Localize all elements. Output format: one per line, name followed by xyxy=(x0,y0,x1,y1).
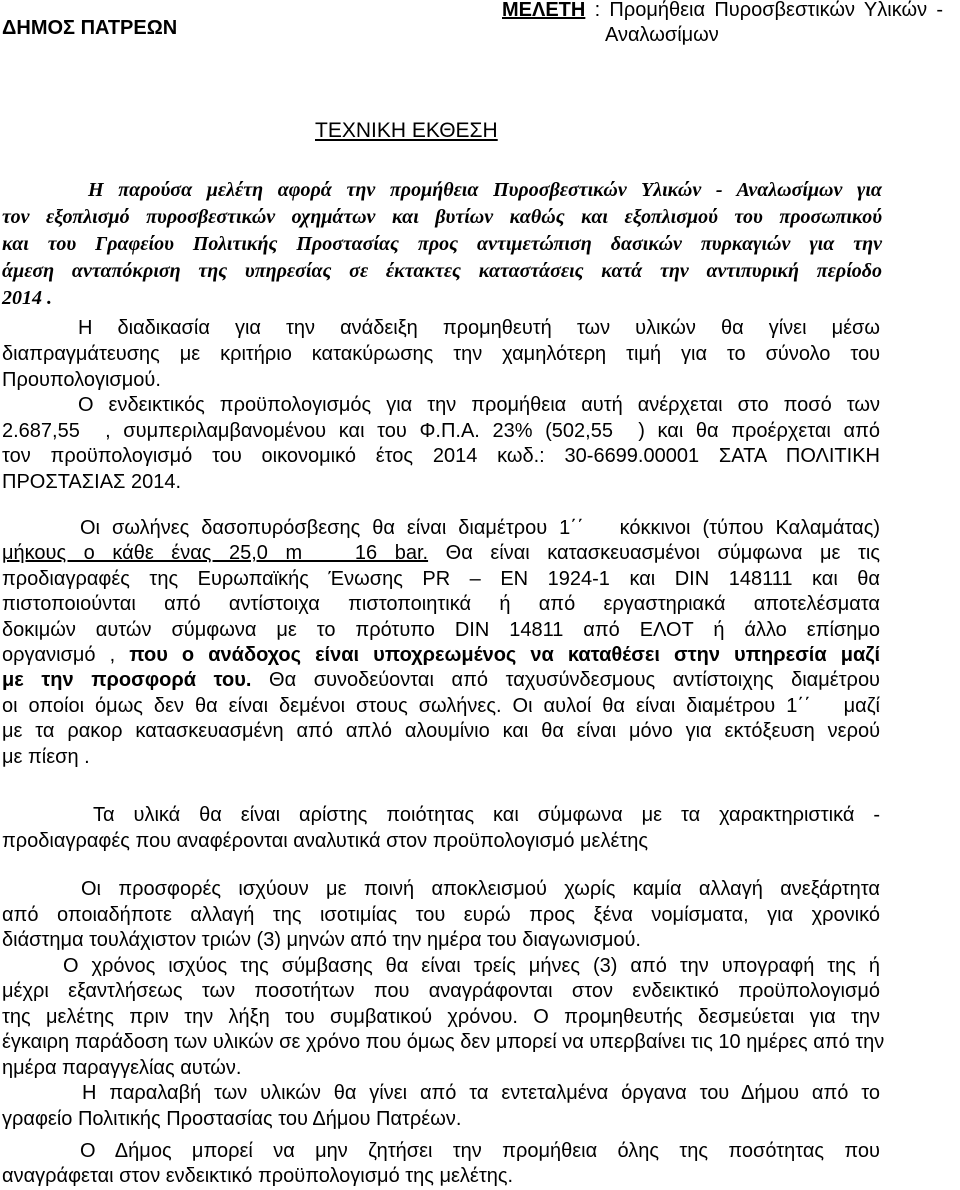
text-line: προδιαγραφές που αναφέρονται αναλυτικά στον προϋπολογισμό μελέτης xyxy=(2,830,649,852)
text-line: γραφείο Πολιτικής Προστασίας του Δήμου Πατρέων. xyxy=(2,1107,462,1130)
paragraph-budget xyxy=(2,393,880,495)
text-line: άμεση ανταπόκριση της υπηρεσίας σε έκτακτες καταστάσεις κατά την αντιπυρική περίοδο xyxy=(2,259,882,282)
text-line: διάστημα τουλάχιστον τριών (3) μηνών από την ημέρα του διαγωνισμού. xyxy=(2,929,641,951)
paragraph-hoses xyxy=(2,516,880,770)
text-line: Η διαδικασία για την ανάδειξη προμηθευτή των υλικών θα γίνει μέσω xyxy=(78,317,880,339)
organization-name: ΔΗΜΟΣ ΠΑΤΡΕΩΝ xyxy=(2,17,178,39)
text-line: Ο χρόνος ισχύος της σύμβασης θα είναι τρείς μήνες (3) από την υπογραφή της ή xyxy=(63,955,880,977)
paragraph-materials xyxy=(2,802,880,854)
text-line xyxy=(2,643,880,668)
text-line: αναγράφεται στον ενδεικτικό προϋπολογισμό της μελέτης. xyxy=(2,1165,514,1187)
text-line: Οι σωλήνες δασοπυρόσβεσης θα είναι διαμέτρου 1΄΄ κόκκινοι (τύπου Καλαμάτας) xyxy=(80,517,880,539)
paragraph-quantity xyxy=(2,1139,880,1190)
text-line: Τα υλικά θα είναι αρίστης ποιότητας και σύμφωνα με τα χαρακτηριστικά - xyxy=(93,804,880,826)
text-line: τον προϋπολογισμό του οικονομικό έτος 2014 κωδ.: 30-6699.00001 ΣΑΤΑ ΠΟΛΙΤΙΚΗ xyxy=(2,445,880,467)
hose-length-text: μήκους ο κάθε ένας 25,0 m 16 bar. xyxy=(2,542,429,565)
text-line: δοκιμών αυτών σύμφωνα με το πρότυπο DIN 14811 από ΕΛΟΤ ή άλλο επίσημο xyxy=(2,618,880,641)
text-line: προδιαγραφές της Ευρωπαϊκής Ένωσης PR – EN 1924-1 και DIN 148111 και θα xyxy=(2,567,880,590)
text-line: και του Γραφείου Πολιτικής Προστασίας προς αντιμετώπιση δασικών πυρκαγιών για την xyxy=(2,232,882,255)
text-line: ΠΡΟΣΤΑΣΙΑΣ 2014. xyxy=(2,470,182,493)
text-line: ημέρα παραγγελίας αυτών. xyxy=(2,1056,242,1079)
text-line: τον εξοπλισμό πυροσβεστικών οχημάτων και βυτίων καθώς και εξοπλισμού του προσωπικού xyxy=(2,205,882,228)
page-title: ΤΕΧΝΙΚΗ ΕΚΘΕΣΗ xyxy=(315,119,498,142)
text-line: μέχρι εξαντλήσεως των ποσοτήτων που αναγράφονται στον ενδεικτικό προϋπολογισμό xyxy=(2,980,880,1003)
text-line: έγκαιρη παράδοση των υλικών σε χρόνο που όμως δεν μπορεί να υπερβαίνει τις 10 ημέρες από την xyxy=(2,1031,885,1054)
text-line: Η παρούσα μελέτη αφορά την προμήθεια Πυροσβεστικών Υλικών - Αναλωσίμων για xyxy=(88,178,882,201)
text-line: Ο Δήμος μπορεί να μην ζητήσει την προμήθεια όλης της ποσότητας που xyxy=(80,1139,880,1162)
paragraph-procedure xyxy=(2,315,880,393)
text-segment: Θα είναι κατασκευασμένοι σύμφωνα με τις xyxy=(428,542,880,565)
paragraph-scope xyxy=(2,177,882,312)
text-line xyxy=(2,668,880,693)
text-segment: οργανισμό , xyxy=(2,644,130,667)
study-label: ΜΕΛΕΤΗ xyxy=(502,0,586,21)
study-title xyxy=(502,0,943,20)
text-line: 2014 . xyxy=(2,286,52,309)
emphasis-text: με την προσφορά του. xyxy=(2,669,252,692)
text-line: Προυπολογισμού. xyxy=(2,369,161,391)
text-line: οι οποίοι όμως δεν θα είναι δεμένοι στους σωλήνες. Οι αυλοί θα είναι διαμέτρου 1΄΄ μαζί xyxy=(2,694,880,717)
text-line: πιστοποιούνται από αντίστοιχα πιστοποιητικά ή από εργαστηριακά αποτελέσματα xyxy=(2,593,880,616)
paragraph-delivery xyxy=(2,1081,880,1132)
text-line: 2.687,55 , συμπεριλαμβανομένου και του Φ.Π.Α. 23% (502,55 ) και θα προέρχεται από xyxy=(2,419,880,442)
paragraph-contract xyxy=(2,954,885,1081)
emphasis-text: που ο ανάδοχος είναι υποχρεωμένος να καταθέσει στην υπηρεσία μαζί xyxy=(129,644,881,667)
text-line: Ο ενδεικτικός προϋπολογισμός για την προμήθεια αυτή ανέρχεται στο ποσό των xyxy=(78,394,880,416)
paragraph-offers xyxy=(2,877,880,954)
text-line: με πίεση . xyxy=(2,745,90,768)
text-line: από οποιαδήποτε αλλαγή της ισοτιμίας του ευρώ προς ξένα νομίσματα, για χρονικό xyxy=(2,903,880,926)
text-line xyxy=(2,541,880,566)
study-title-text: : Προμήθεια Πυροσβεστικών Υλικών - xyxy=(585,0,943,21)
text-line: Η παραλαβή των υλικών θα γίνει από τα εντεταλμένα όργανα του Δήμου από το xyxy=(82,1082,880,1104)
text-line: με τα ρακορ κατασκευασμένη από απλό αλουμίνιο και θα είναι μόνο για εκτόξευση νερού xyxy=(2,720,880,743)
study-title-continuation: Αναλωσίμων xyxy=(605,24,719,46)
text-line: διαπραγμάτευσης με κριτήριο κατακύρωσης την χαμηλότερη τιμή για το σύνολο του xyxy=(2,343,880,365)
text-segment: Θα συνοδεύονται από ταχυσύνδεσμους αντίστοιχης διαμέτρου xyxy=(251,669,880,692)
text-line: Οι προσφορές ισχύουν με ποινή αποκλεισμού χωρίς καμία αλλαγή ανεξάρτητα xyxy=(81,878,880,900)
text-line: της μελέτης πριν την λήξη του συμβατικού χρόνου. Ο προμηθευτής δεσμεύεται για την xyxy=(2,1005,880,1028)
